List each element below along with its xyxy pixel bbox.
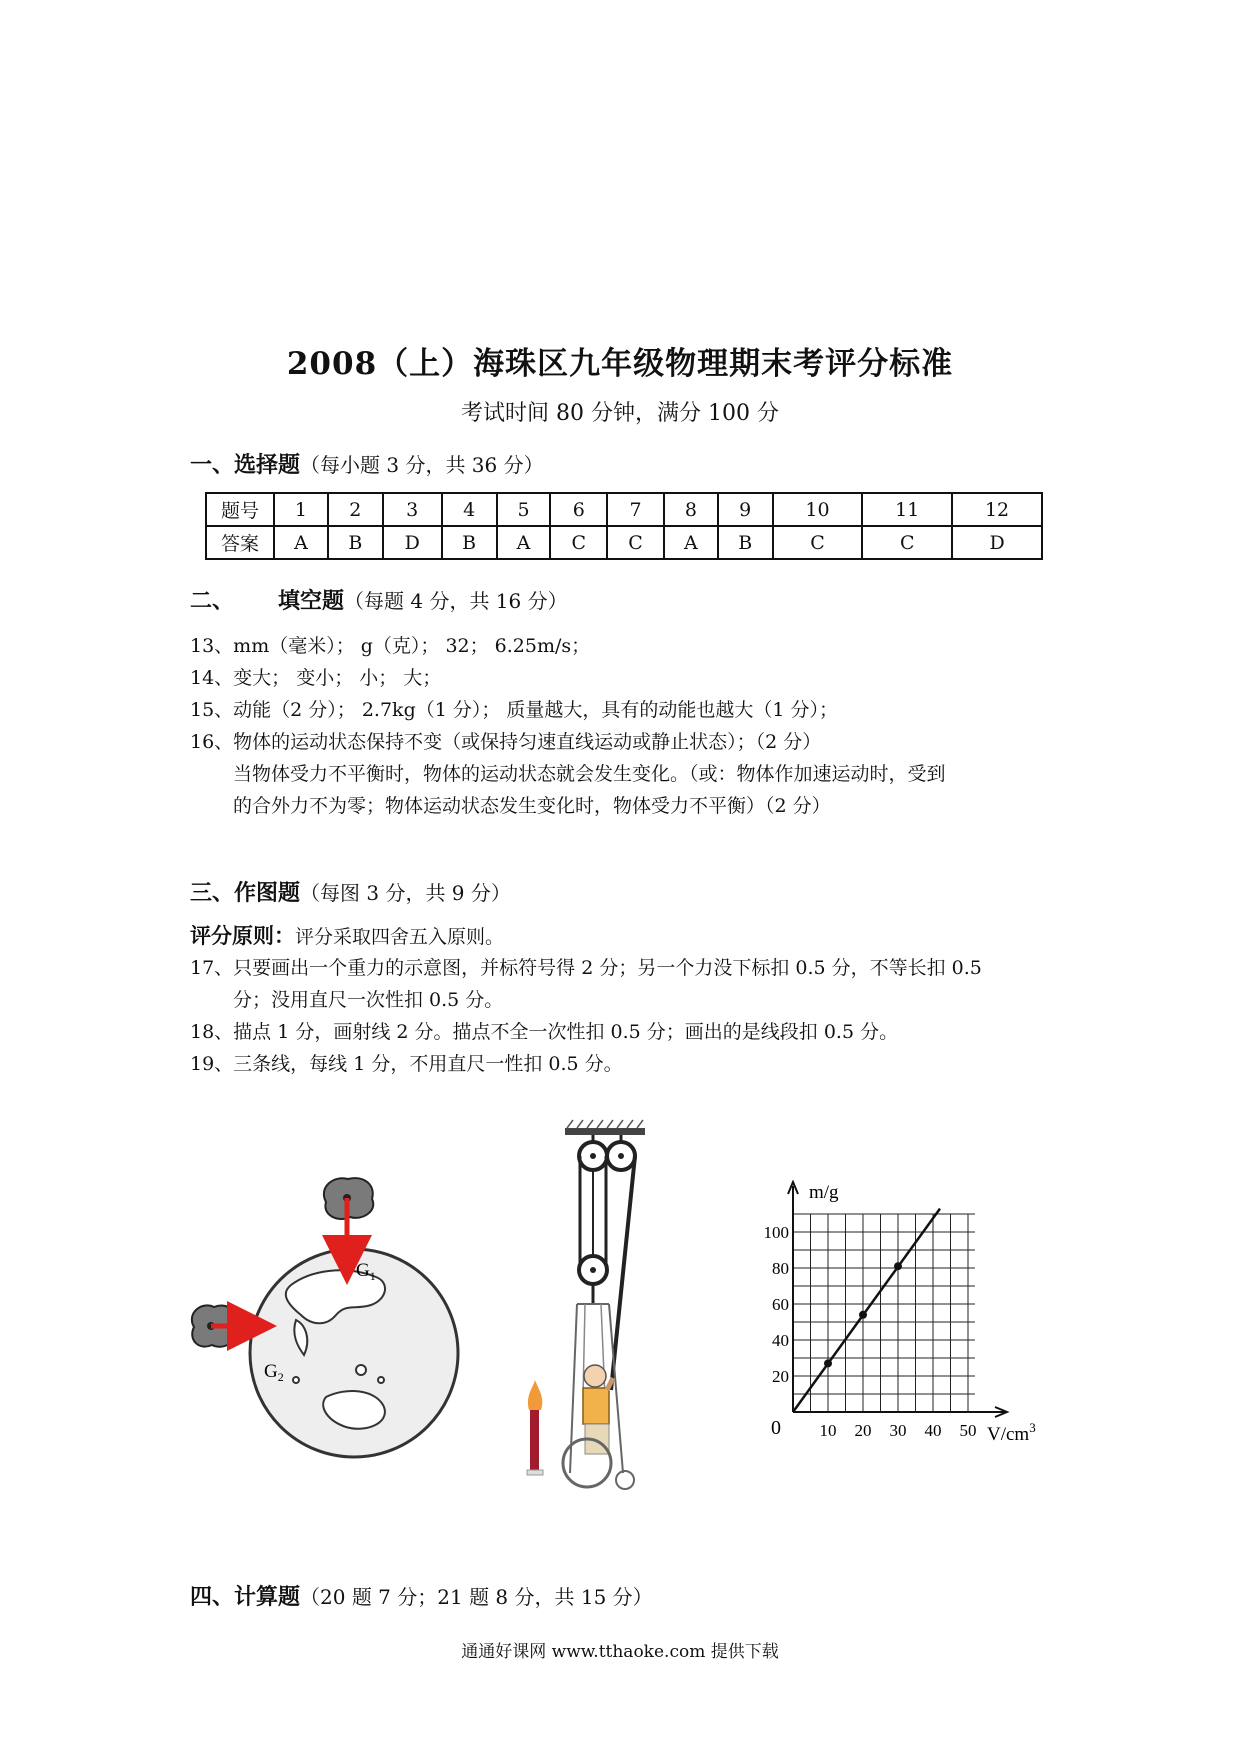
data-point — [894, 1262, 902, 1270]
section-3-heading — [190, 876, 511, 907]
answer-line-14: 14、变大； 变小； 小； 大； — [190, 667, 442, 689]
section-2-heading — [190, 584, 568, 615]
answer-line-15: 15、动能（2 分）； 2.7kg（1 分）； 质量越大，具有的动能也越大（1 分）； — [190, 699, 839, 721]
draw-line-17-cont: 分；没用直尺一次性扣 0.5 分。 — [233, 989, 504, 1011]
mass-volume-chart — [745, 1180, 1075, 1455]
y-tick-label: 40 — [772, 1331, 789, 1350]
island — [356, 1365, 366, 1375]
table-cell: 12 — [952, 493, 1042, 526]
x-tick-label: 10 — [819, 1421, 837, 1440]
y-tick-label: 60 — [772, 1295, 789, 1314]
table-cell: 10 — [773, 493, 863, 526]
frame-rod — [583, 1304, 585, 1398]
x-axis-label: $V/cm^3$ — [987, 1420, 1036, 1445]
origin-label: 0 — [771, 1417, 781, 1439]
wheelchair-wheel-small — [616, 1471, 634, 1489]
island — [378, 1377, 384, 1383]
table-cell: 2 — [328, 493, 383, 526]
table-cell: C — [607, 526, 664, 559]
frame-rod — [570, 1304, 577, 1473]
label-g2: $G_2$ — [264, 1361, 284, 1384]
data-point — [859, 1311, 867, 1319]
table-cell: A — [274, 526, 328, 559]
table-cell: C — [862, 526, 952, 559]
y-axis-label: m/g — [809, 1182, 839, 1203]
section-2-title: 填空题 — [278, 588, 345, 614]
table-cell: 7 — [607, 493, 664, 526]
answer-table — [205, 492, 1043, 560]
y-tick-label: 80 — [772, 1259, 789, 1278]
table-cell: B — [328, 526, 383, 559]
torch-handle — [530, 1410, 539, 1472]
table-cell: A — [664, 526, 718, 559]
ceiling-beam — [565, 1128, 645, 1135]
answer-line-16-cont-1: 当物体受力不平衡时，物体的运动状态就会发生变化。（或：物体作加速运动时，受到 — [233, 763, 946, 785]
table-row-answers — [206, 526, 1042, 559]
scoring-principle — [190, 923, 504, 950]
table-header-answer: 答案 — [206, 526, 274, 559]
y-tick-label: 100 — [763, 1223, 789, 1242]
x-tick-label: 20 — [854, 1421, 872, 1440]
table-cell: 6 — [550, 493, 607, 526]
fit-line — [793, 1209, 940, 1412]
footer-text: 通通好课网 www.tthaoke.com 提供下载 — [461, 1642, 779, 1662]
label-g1: $G_1$ — [356, 1260, 376, 1283]
y-tick-label: 20 — [772, 1367, 789, 1386]
table-cell: 1 — [274, 493, 328, 526]
section-2-number: 二、 — [190, 588, 235, 614]
table-cell: 3 — [383, 493, 442, 526]
table-cell: 9 — [718, 493, 773, 526]
chart-marks — [793, 1209, 940, 1412]
x-tick-label: 40 — [924, 1421, 942, 1440]
earth-gravity-figure — [186, 1175, 461, 1475]
section-4-heading — [190, 1580, 653, 1611]
section-3-note: （每图 3 分，共 9 分） — [300, 881, 511, 905]
torch-flame — [528, 1380, 542, 1410]
section-1-title: 一、选择题 — [190, 452, 301, 478]
x-tick-label: 30 — [889, 1421, 907, 1440]
table-cell: A — [497, 526, 551, 559]
table-cell: 5 — [497, 493, 551, 526]
island — [293, 1377, 299, 1383]
section-1-note: （每小题 3 分，共 36 分） — [300, 453, 544, 477]
section-1-heading — [190, 448, 544, 479]
section-4-title: 四、计算题 — [190, 1584, 301, 1610]
section-4-note: （20 题 7 分；21 题 8 分，共 15 分） — [300, 1585, 653, 1609]
principle-text: 评分采取四舍五入原则。 — [295, 926, 505, 948]
draw-line-19: 19、三条线，每线 1 分，不用直尺一性扣 0.5 分。 — [190, 1053, 623, 1075]
table-row-numbers — [206, 493, 1042, 526]
draw-line-17: 17、只要画出一个重力的示意图，并标符号得 2 分；另一个力没下标扣 0.5 分，不等长扣 0.5 — [190, 957, 982, 979]
pulley-figure — [525, 1118, 665, 1513]
table-cell: B — [442, 526, 497, 559]
table-cell: 11 — [862, 493, 952, 526]
page-title: 2008（上）海珠区九年级物理期末考评分标准 — [286, 346, 954, 382]
x-tick-label: 50 — [959, 1421, 977, 1440]
person-head — [584, 1365, 606, 1387]
section-3-title: 三、作图题 — [190, 880, 301, 906]
answer-line-16: 16、物体的运动状态保持不变（或保持匀速直线运动或静止状态）；（2 分） — [190, 731, 822, 753]
section-2-note: （每题 4 分，共 16 分） — [344, 589, 568, 613]
torch-base — [527, 1470, 543, 1475]
table-cell: 4 — [442, 493, 497, 526]
answer-line-16-cont-2: 的合外力不为零；物体运动状态发生变化时，物体受力不平衡）（2 分） — [233, 795, 831, 817]
pull-rope — [611, 1156, 635, 1390]
answer-line-13: 13、mm（毫米）； g（克）； 32； 6.25m/s； — [190, 635, 591, 657]
page-subtitle: 考试时间 80 分钟，满分 100 分 — [461, 401, 779, 426]
ceiling-hatching — [567, 1120, 643, 1128]
table-cell: C — [550, 526, 607, 559]
table-cell: B — [718, 526, 773, 559]
chart-grid — [793, 1214, 975, 1412]
table-cell: D — [952, 526, 1042, 559]
table-cell: 8 — [664, 493, 718, 526]
principle-label: 评分原则： — [190, 923, 295, 948]
draw-line-18: 18、描点 1 分，画射线 2 分。描点不全一次性扣 0.5 分；画出的是线段扣 0.5 分。 — [190, 1021, 899, 1043]
table-cell: C — [773, 526, 863, 559]
table-header-number: 题号 — [206, 493, 274, 526]
table-cell: D — [383, 526, 442, 559]
data-point — [824, 1359, 832, 1367]
person-body — [583, 1388, 609, 1424]
